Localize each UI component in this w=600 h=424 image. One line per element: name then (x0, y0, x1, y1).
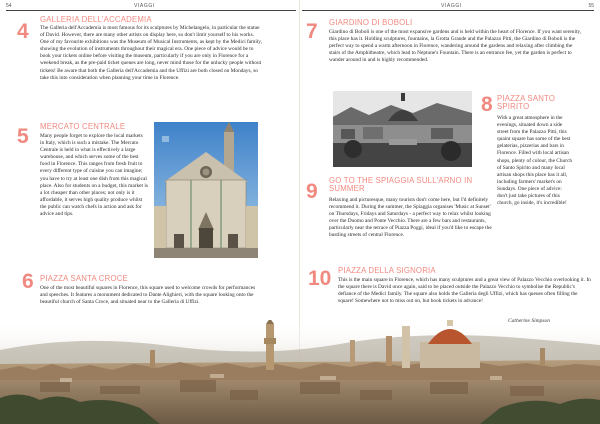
section-body-6: One of the most beautiful squares in Florence, this square used to welcome crowds for performances and speeches. It features a monument dedicated to Dante Alighieri, with the square looking onto the beautiful church of Santa Croce, and situated near to the Galleria di Uffizi. (40, 285, 256, 306)
section-title-7: GIARDINO DI BOBOLI (329, 18, 413, 27)
section-body-7: Giardino di Boboli is one of the most expansive gardens and is held within the heart of Florence. If you want serenity, this place has it. Holding sculptures, fountains, la Grotta Grande and the Palazzo Pitti, the Giardino di Boboli is the perfect way to spend a warm afternoon in Florence, wandering around the gardens and relaxing after climbing the stairs of the Amphitheatre, which lead to Neptune's Fountain. There is an entrance fee, yet the garden is perfect to wander around in and is highly recommended. (329, 29, 582, 64)
florence-panorama-photo (0, 320, 600, 424)
section-number-10: 10 (308, 267, 332, 290)
page-number-left: 54 (6, 3, 12, 9)
section-title-4: GALLERIA DELL'ACCADEMIA (40, 15, 152, 24)
section-header-left: VIAGGI (134, 3, 155, 9)
boboli-photo (333, 91, 472, 167)
section-body-10: This is the main square in Florence, which has many sculptures and a great view of Palazzo Vecchio overlooking it. In the square there is David once again, said to be placed outside the Palazzo Vecchio to symbolise the Republic's defiance of the Medici family. The square also holds the Galleria degli Uffizi, which has queues often filling the square! Somewhere not to miss out on, but book tickets in advance! (338, 277, 591, 305)
section-title-5: MERCATO CENTRALE (40, 122, 126, 131)
page-number-right: 55 (588, 3, 594, 9)
section-number-8: 8 (481, 93, 493, 116)
section-title-8: PIAZZA SANTO SPIRITO (497, 94, 556, 112)
section-title-6: PIAZZA SANTA CROCE (40, 274, 128, 283)
section-header-right: VIAGGI (441, 3, 462, 9)
section-number-9: 9 (306, 180, 318, 203)
section-body-5: Many people forget to explore the local markets in Italy, which is such a mistake. The Mercato Centrale is held in what is effectively a large warehouse, and which serves some of the best food in Florence. This ranges from fresh fruit to every different type of cuisine you can imagine; you have to try at least one dish from this magical place. Also for students on a budget, this market is a lot cheaper than other places; not only is it affordable, it serves high quality produce whilst the public can watch chefs in action and ask for advice and tips. (40, 133, 148, 218)
section-body-4: The Galleria dell'Accademia is most famous for its sculptures by Michelangelo, in particular the statue of David. However, there are many other artists on display here, so don't limit yourself to his works. One of my favourite exhibitions was the Museum of Musical Instruments, as kept by the Medici family, showing the evolution of instruments throughout their magical era. One piece of advice would be to book your tickets online before visiting the museum, particularly if you are only in Florence for a weekend break, as the pre-paid ticket queues are long, never mind those for the unlucky people without tickets! Be aware that both the Galleria dell'Accademia and the Uffizi are both closed on Mondays, so take this into consideration when planning your time in Florence. (40, 25, 262, 81)
section-title-9: GO TO THE SPIAGGIA SULL'ARNO IN SUMMER (329, 176, 473, 194)
church-photo (154, 122, 258, 258)
section-title-10: PIAZZA DELLA SIGNORIA (338, 266, 436, 275)
section-number-7: 7 (306, 20, 318, 43)
section-body-8: With a great atmosphere in the evenings, situated down a side street from the Palazzo Pitti, this quaint square has some of the best gelaterias, pizzerias and bars in Florence. Filled with local artisan shops, plenty of colour, the Church of Santo Spirito and many local artisan shops this place has it all, including farmers' market's on Sundays. One piece of advice: don't just take pictures of this church, go inside, it's incredible! (497, 115, 573, 207)
section-number-4: 4 (17, 20, 29, 43)
section-number-6: 6 (22, 270, 34, 293)
section-number-5: 5 (17, 125, 29, 148)
header-rule (302, 10, 594, 11)
header-rule (6, 10, 296, 11)
section-body-9: Relaxing and picturesque, many tourists don't come here, but I'd definitely recommend it. During the summer, the Spiaggia organises 'Music at Sunset' on Thursdays, Fridays and Saturdays - a perfect way to relax whilst looking over the Duomo and Ponte Vecchio. There are a few bars and restaurants, particularly near the terrace of Piazza Poggi, ideal if you'd like to escape the bustling streets of central Florence. (329, 197, 492, 239)
